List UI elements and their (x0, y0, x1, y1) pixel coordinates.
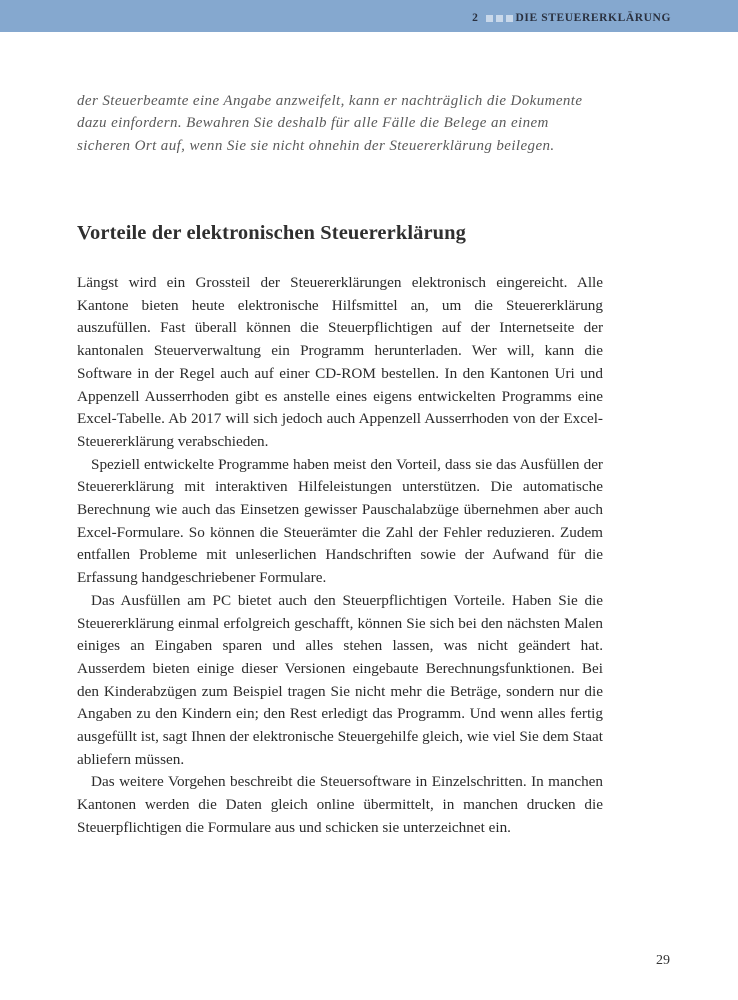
page-number: 29 (656, 953, 670, 968)
intro-paragraph: der Steuerbeamte eine Angabe anzweifelt, kann er nachträglich die Dokumente dazu einfordern. Bewahren Sie deshalb für alle Fälle die Belege an einem sicheren Ort auf, wenn Sie sie nicht ohnehin der Steuererklärung beilegen. (77, 93, 583, 154)
section-body (77, 272, 603, 840)
body-paragraph: Das weitere Vorgehen beschreibt die Steuersoftware in Einzelschritten. In manchen Kantonen werden die Daten gleich online übermittelt, in manchen drucken die Steuerpflichtigen die Formulare aus und schicken sie unterzeichnet ein. (77, 773, 603, 836)
square-ornament-icon (486, 15, 493, 22)
chapter-title: DIE STEUERERKLÄRUNG (515, 12, 671, 24)
square-ornament-icon (506, 15, 513, 22)
chapter-number: 2 (472, 12, 479, 24)
body-paragraph: Längst wird ein Grossteil der Steuererklärungen elektronisch eingereicht. Alle Kantone bieten heute elektronische Hilfsmittel an, um die Steuererklärung auszufüllen. Fast überall können die Steuerpflichtigen auf der Internetseite der kantonalen Steuerverwaltung ein Programm herunterladen. Wer will, kann die Software in der Regel auch auf einer CD-ROM bestellen. In den Kantonen Uri und Appenzell Ausserrhoden gibt es anstelle eines eigens entwickelten Programms eine Excel-Tabelle. Ab 2017 will sich jedoch auch Appenzell Ausserrhoden von der Excel-Steuererklärung verabschieden. (77, 274, 603, 450)
square-ornament-icon (496, 15, 503, 22)
body-paragraph: Speziell entwickelte Programme haben meist den Vorteil, dass sie das Ausfüllen der Steuererklärung mit interaktiven Hilfeleistungen unterstützen. Die automatische Berechnung wie auch das Einsetzen gewisser Pauschalabzüge übernehmen aber auch Excel-Formulare. So können die Steuerämter die Zahl der Fehler reduzieren. Zudem entfallen Probleme mit unleserlichen Handschriften sowie der Aufwand für die Erfassung handgeschriebener Formulare. (77, 455, 603, 587)
section-title: Vorteile der elektronischen Steuererklärung (77, 222, 467, 244)
header-band (0, 0, 738, 32)
running-head (472, 12, 671, 24)
body-paragraph: Das Ausfüllen am PC bietet auch den Steuerpflichtigen Vorteile. Haben Sie die Steuererklärung einmal erfolgreich geschafft, können Sie sich bei den nächsten Malen einiges an Eingaben sparen und alles stehen lassen, was nicht geändert hat. Ausserdem bieten einige dieser Versionen eingebaute Berechnungsfunktionen. Bei den Kinderabzügen zum Beispiel tragen Sie nicht mehr die Beträge, sondern nur die Angaben zu den Kindern ein; den Rest erledigt das Programm. Und wenn alles fertig ausgefüllt ist, sagt Ihnen der elektronische Steuergehilfe gleich, wie viel Sie dem Staat abliefern müssen. (77, 591, 603, 768)
